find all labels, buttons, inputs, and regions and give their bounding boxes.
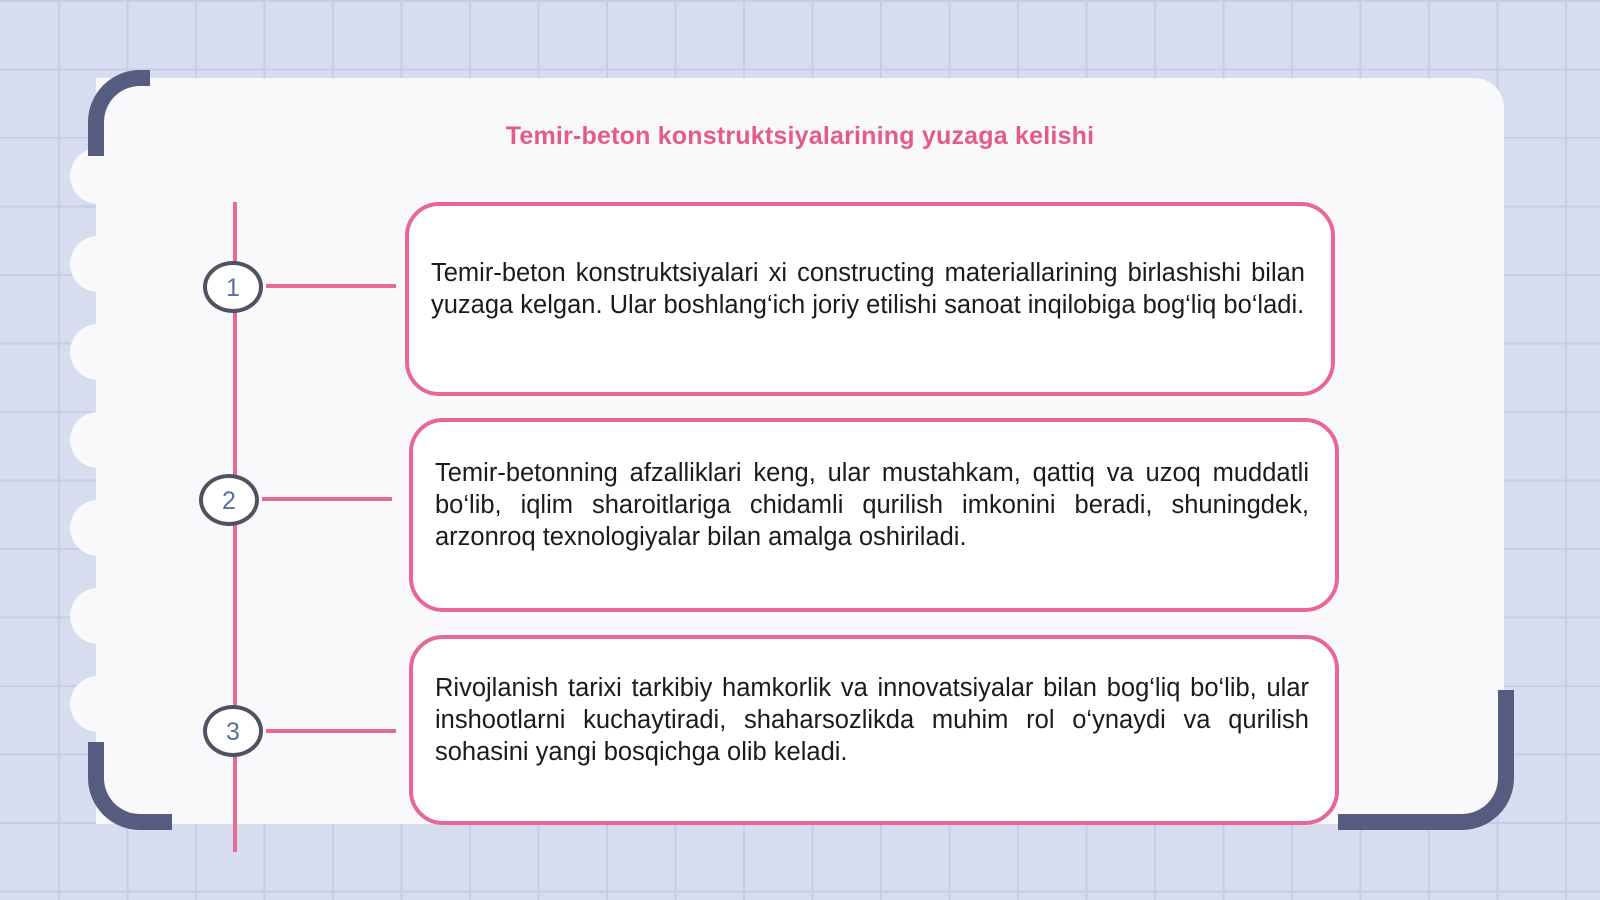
card-text: Rivojlanish tarixi tarkibiy hamkorlik va innovatsiyalar bilan bog‘liq bo‘lib, ular inshootlarni kuchaytiradi, shaharsozlikda muhim rol o‘ynaydi va qurilish sohasini yangi bosqichga olib keladi. [435, 674, 1309, 766]
step-marker-2 [199, 474, 259, 526]
timeline-card-1 [405, 202, 1335, 396]
sheet-notch [70, 236, 126, 292]
sheet-notch [70, 412, 126, 468]
frame-corner-bottom-right [1338, 690, 1514, 830]
timeline-card-2 [409, 418, 1339, 612]
step-marker-3 [203, 705, 263, 757]
step-number: 1 [226, 273, 240, 302]
step-number: 2 [222, 486, 236, 515]
timeline-card-3 [409, 635, 1339, 825]
sheet-notch [70, 500, 126, 556]
card-text: Temir-beton konstruktsiyalari xi constructing materiallarining birlashishi bilan yuzaga kelgan. Ular boshlang‘ich joriy etilishi sanoat inqilobiga bog‘liq bo‘ladi. [431, 259, 1305, 319]
step-marker-1 [203, 261, 263, 313]
step-number: 3 [226, 717, 240, 746]
sheet-notch [70, 676, 126, 732]
slide-title: Temir-beton konstruktsiyalarining yuzaga kelishi [505, 122, 1095, 150]
timeline-connector [262, 497, 392, 501]
sheet-notch [70, 588, 126, 644]
timeline-connector [266, 729, 396, 733]
sheet-notch [70, 148, 126, 204]
timeline-connector [266, 284, 396, 288]
card-text: Temir-betonning afzalliklari keng, ular mustahkam, qattiq va uzoq muddatli bo‘lib, iqlim sharoitlariga chidamli qurilish imkonini beradi, shuningdek, arzonroq texnologiyalar bilan amalga oshiriladi. [435, 459, 1309, 551]
sheet-notch [70, 324, 126, 380]
